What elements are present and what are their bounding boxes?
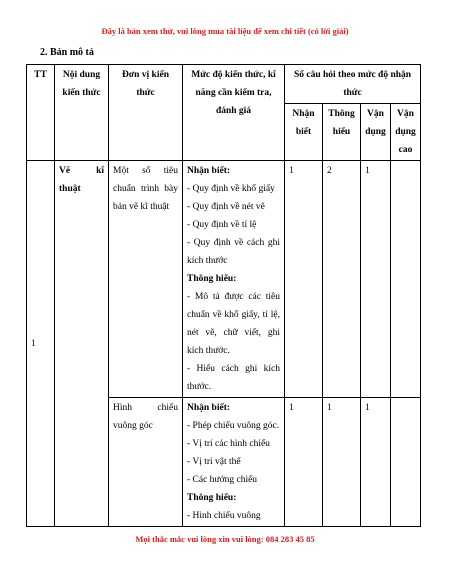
header-nb: Nhận biết bbox=[285, 104, 323, 161]
header-level: Mức độ kiến thức, kĩ năng cần kiểm tra, đánh giá bbox=[183, 65, 285, 161]
row-levels bbox=[183, 398, 285, 527]
list-item: - Vị trí vật thể bbox=[187, 457, 241, 467]
header-tt: TT bbox=[27, 65, 55, 161]
row-content: Vẽ kĩ thuật bbox=[55, 161, 109, 527]
table-row bbox=[27, 161, 421, 398]
header-row bbox=[27, 65, 421, 104]
header-vd: Vận dụng bbox=[361, 104, 391, 161]
list-item: - Các hướng chiếu bbox=[187, 475, 258, 485]
row-tt: 1 bbox=[27, 161, 55, 527]
count-nb: 1 bbox=[285, 398, 323, 527]
count-vd: 1 bbox=[361, 398, 391, 527]
list-item: - Mô tả được các tiêu chuẩn về khổ giấy, tỉ lệ, nét vẽ, chữ viết, ghi kích thước. bbox=[187, 292, 280, 356]
list-item: - Vị trí các hình chiếu bbox=[187, 439, 270, 449]
count-th: 1 bbox=[323, 398, 361, 527]
header-count: Số câu hỏi theo mức độ nhận thức bbox=[285, 65, 421, 104]
description-table bbox=[26, 64, 421, 527]
preview-banner: Đây là bản xem thử, vui lòng mua tài liệu để xem chi tiết (có lời giải) bbox=[101, 26, 349, 36]
row-unit: Một số tiêu chuẩn trình bày bản vẽ kĩ thuật bbox=[109, 161, 183, 398]
th-title: Thông hiểu: bbox=[187, 274, 237, 284]
header-th: Thông hiểu bbox=[323, 104, 361, 161]
contact-banner: Mọi thắc mắc vui lòng xin vui lòng: 084 283 45 85 bbox=[135, 534, 315, 544]
header-vdc: Vận dụng cao bbox=[391, 104, 421, 161]
list-item: - Phép chiếu vuông góc. bbox=[187, 421, 280, 431]
row-levels bbox=[183, 161, 285, 398]
nb-title: Nhận biết: bbox=[187, 166, 231, 176]
count-vd: 1 bbox=[361, 161, 391, 398]
list-item: - Quy định về tỉ lệ bbox=[187, 220, 257, 230]
list-item: - Quy định về nét vẽ bbox=[187, 202, 265, 212]
count-vdc bbox=[391, 398, 421, 527]
nb-title: Nhận biết: bbox=[187, 403, 231, 413]
th-title: Thông hiểu: bbox=[187, 493, 237, 503]
header-unit: Đơn vị kiến thức bbox=[109, 65, 183, 161]
row-unit: Hình chiếu vuông góc bbox=[109, 398, 183, 527]
header-content: Nội dung kiến thức bbox=[55, 65, 109, 161]
list-item: - Hình chiếu vuông bbox=[187, 511, 261, 521]
section-title: 2. Bản mô tả bbox=[40, 47, 94, 58]
list-item: - Quy định về cách ghi kích thước bbox=[187, 238, 280, 266]
list-item: - Quy định về khổ giấy bbox=[187, 184, 275, 194]
list-item: - Hiểu cách ghi kích thước. bbox=[187, 364, 280, 392]
count-th: 2 bbox=[323, 161, 361, 398]
count-nb: 1 bbox=[285, 161, 323, 398]
count-vdc bbox=[391, 161, 421, 398]
